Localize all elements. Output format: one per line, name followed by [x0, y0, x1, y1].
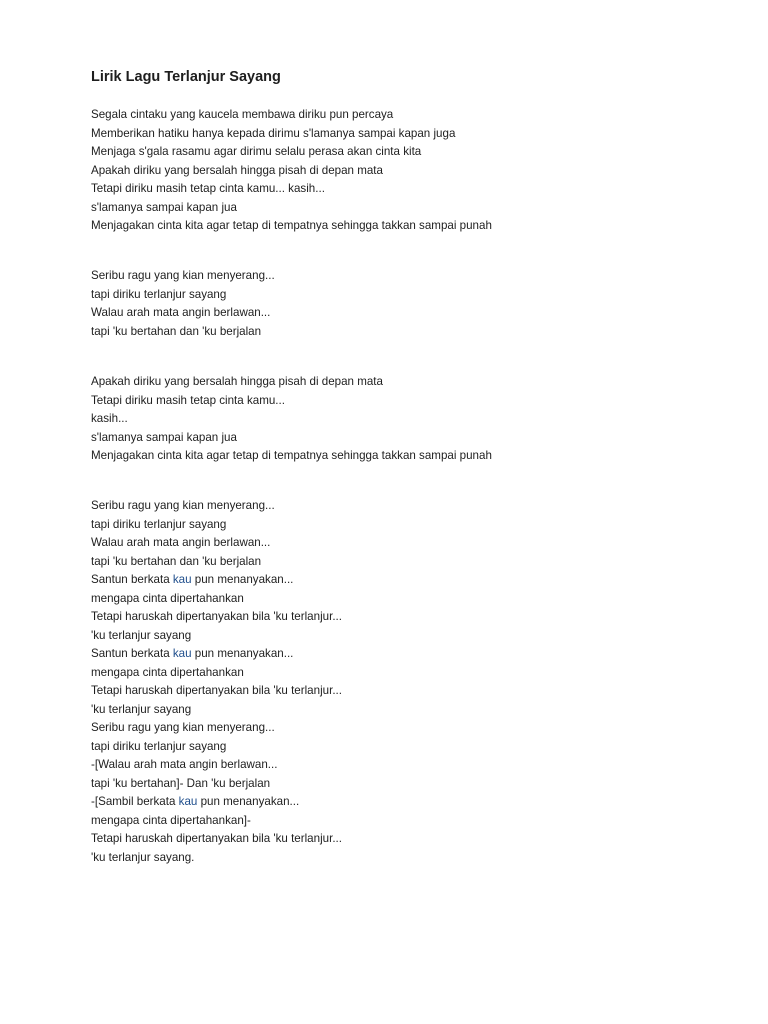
lyric-line: [91, 516, 342, 535]
lyric-text: Memberikan hatiku hanya kepada dirimu s'lamanya sampai kapan juga: [91, 126, 456, 140]
lyric-line: [91, 199, 492, 218]
lyric-text: s'lamanya sampai kapan jua: [91, 430, 237, 444]
lyric-line: [91, 793, 342, 812]
lyric-text: s'lamanya sampai kapan jua: [91, 200, 237, 214]
stanza-2: [91, 267, 275, 341]
lyric-line: [91, 447, 492, 466]
lyric-text: Menjagakan cinta kita agar tetap di tempatnya sehingga takkan sampai punah: [91, 449, 492, 462]
stanza-4: [91, 497, 342, 867]
lyric-line: [91, 410, 492, 429]
lyric-text: 'ku terlanjur sayang: [91, 628, 192, 642]
lyric-line: [91, 267, 275, 286]
lyric-text: Seribu ragu yang kian menyerang...: [91, 721, 275, 734]
lyric-line: [91, 162, 492, 181]
lyric-text: pun menanyakan...: [197, 795, 300, 808]
lyric-text: Santun berkata: [91, 647, 173, 660]
lyric-text: Menjaga s'gala rasamu agar dirimu selalu perasa akan cinta kita: [91, 145, 422, 158]
lyric-line: [91, 719, 342, 738]
lyric-text: tapi diriku terlanjur sayang: [91, 739, 227, 753]
lyric-line: [91, 590, 342, 609]
highlighted-word: kau: [178, 795, 198, 808]
lyric-text: Seribu ragu yang kian menyerang...: [91, 269, 275, 282]
lyric-text: Seribu ragu yang kian menyerang...: [91, 499, 275, 512]
lyric-text: Tetapi haruskah dipertanyakan bila 'ku terlanjur...: [91, 832, 342, 845]
lyric-text: kasih...: [91, 412, 128, 425]
lyric-line: [91, 143, 492, 162]
lyric-line: [91, 571, 342, 590]
lyric-text: Walau arah mata angin berlawan...: [91, 536, 271, 549]
lyric-text: -[Walau arah mata angin berlawan...: [91, 758, 278, 771]
lyric-text: tapi diriku terlanjur sayang: [91, 287, 227, 301]
lyric-text: Menjagakan cinta kita agar tetap di tempatnya sehingga takkan sampai punah: [91, 219, 492, 232]
lyric-line: [91, 812, 342, 831]
lyric-line: [91, 392, 492, 411]
lyric-line: [91, 429, 492, 448]
lyric-text: Tetapi diriku masih tetap cinta kamu... kasih...: [91, 182, 325, 195]
lyric-line: [91, 497, 342, 516]
lyric-text: Santun berkata: [91, 573, 173, 586]
lyric-line: [91, 373, 492, 392]
lyric-text: Segala cintaku yang kaucela membawa diriku pun percaya: [91, 108, 394, 121]
lyric-text: 'ku terlanjur sayang.: [91, 850, 195, 864]
lyric-text: tapi 'ku bertahan]- Dan 'ku berjalan: [91, 776, 271, 790]
lyric-text: Apakah diriku yang bersalah hingga pisah di depan mata: [91, 163, 383, 177]
lyric-line: [91, 775, 342, 794]
lyric-line: [91, 645, 342, 664]
lyric-line: [91, 106, 492, 125]
lyric-line: [91, 738, 342, 757]
lyric-line: [91, 756, 342, 775]
lyric-line: [91, 664, 342, 683]
lyric-text: pun menanyakan...: [191, 573, 294, 586]
lyric-line: [91, 217, 492, 236]
lyric-line: [91, 125, 492, 144]
lyric-line: [91, 304, 275, 323]
lyric-text: 'ku terlanjur sayang: [91, 702, 192, 716]
lyric-line: [91, 608, 342, 627]
lyric-line: [91, 323, 275, 342]
stanza-3: [91, 373, 492, 466]
lyric-line: [91, 627, 342, 646]
stanza-1: [91, 106, 492, 236]
lyric-text: mengapa cinta dipertahankan: [91, 665, 244, 679]
lyric-line: [91, 830, 342, 849]
lyric-text: -[Sambil berkata: [91, 795, 179, 808]
lyric-text: tapi 'ku bertahan dan 'ku berjalan: [91, 324, 262, 338]
lyric-text: tapi 'ku bertahan dan 'ku berjalan: [91, 554, 262, 568]
lyric-line: [91, 701, 342, 720]
lyric-text: Tetapi haruskah dipertanyakan bila 'ku terlanjur...: [91, 684, 342, 697]
lyric-text: Apakah diriku yang bersalah hingga pisah di depan mata: [91, 375, 383, 388]
lyric-text: mengapa cinta dipertahankan: [91, 591, 244, 605]
lyric-line: [91, 682, 342, 701]
lyric-text: tapi diriku terlanjur sayang: [91, 517, 227, 531]
lyric-text: Tetapi diriku masih tetap cinta kamu...: [91, 393, 285, 407]
highlighted-word: kau: [172, 573, 192, 586]
lyric-line: [91, 849, 342, 868]
lyric-text: Walau arah mata angin berlawan...: [91, 306, 271, 319]
lyric-line: [91, 180, 492, 199]
highlighted-word: kau: [172, 647, 192, 660]
page-title: Lirik Lagu Terlanjur Sayang: [91, 69, 281, 85]
lyric-line: [91, 553, 342, 572]
lyric-text: Tetapi haruskah dipertanyakan bila 'ku terlanjur...: [91, 610, 342, 623]
lyric-line: [91, 534, 342, 553]
lyric-text: pun menanyakan...: [191, 647, 294, 660]
lyric-text: mengapa cinta dipertahankan]-: [91, 813, 251, 827]
lyric-line: [91, 286, 275, 305]
